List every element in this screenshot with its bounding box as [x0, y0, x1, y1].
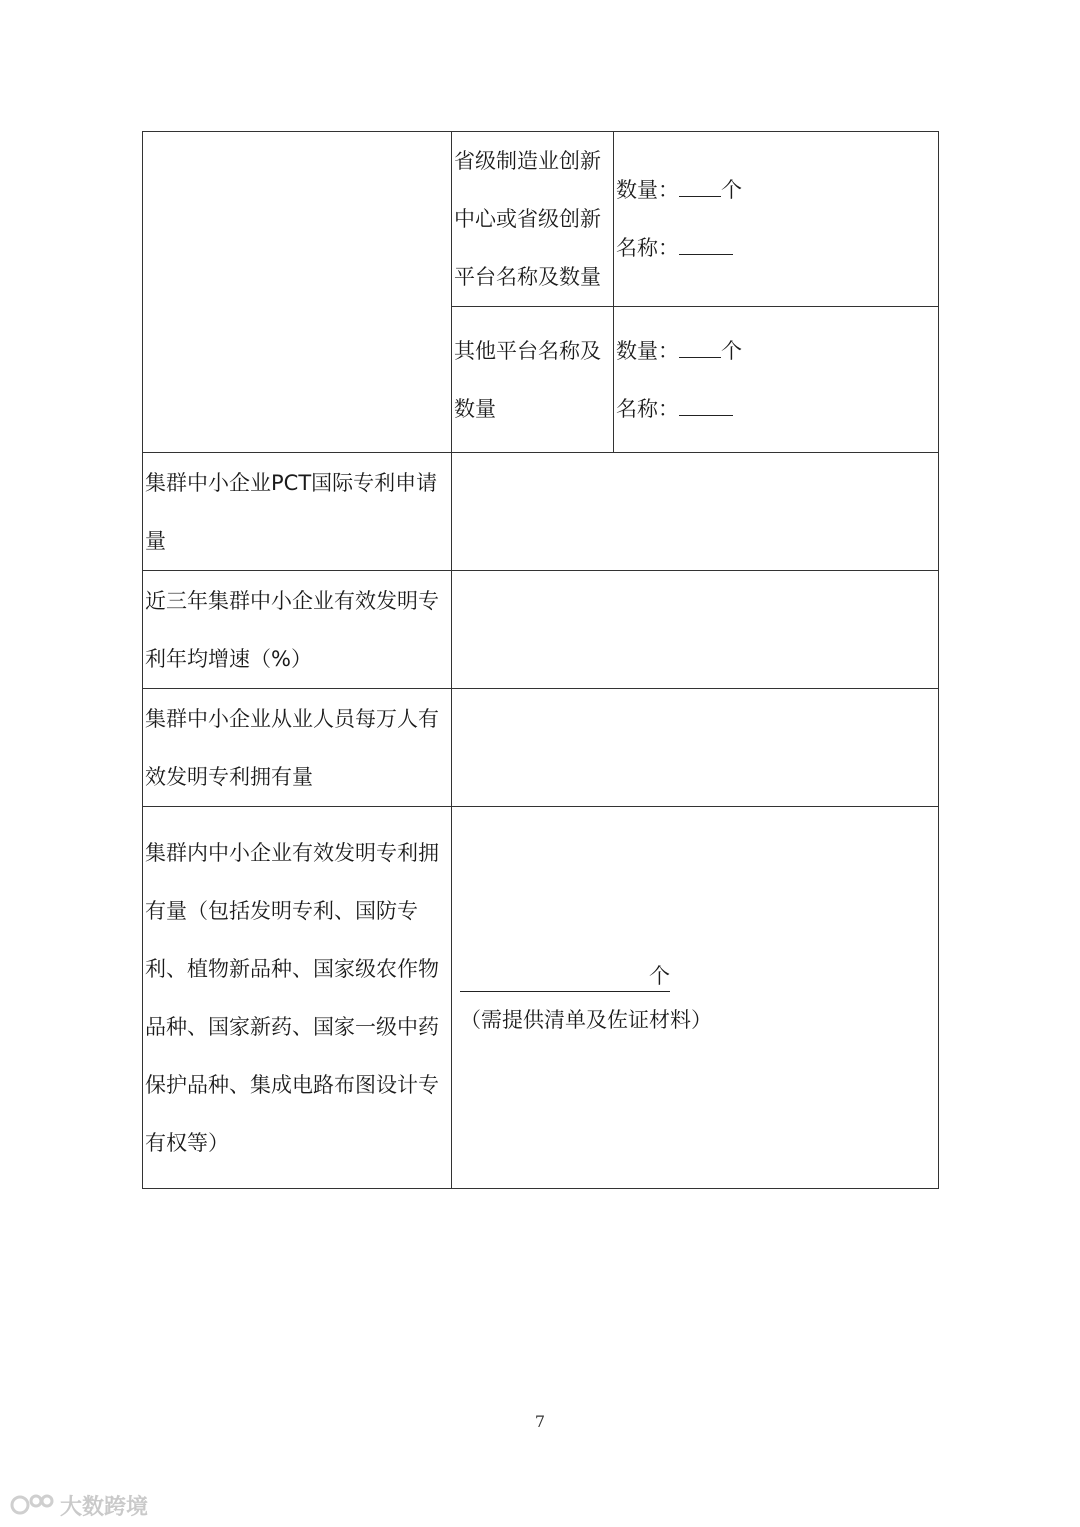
provincial-count-unit: 个 [721, 178, 742, 202]
pct-label-cell [143, 453, 452, 571]
other-count-unit: 个 [721, 338, 742, 363]
table-row [143, 571, 939, 689]
per-10k-value-cell[interactable] [452, 689, 939, 807]
provincial-count-blank[interactable] [679, 174, 721, 197]
other-platform-label: 其他平台名称及数量 [454, 338, 601, 421]
other-name-line [614, 380, 938, 438]
provincial-count-label: 数量： [616, 178, 679, 202]
empty-merged-cell [143, 132, 452, 453]
provincial-name-label: 名称： [616, 236, 679, 260]
other-count-line [614, 322, 938, 380]
watermark-text: 大数跨境 [60, 1494, 149, 1520]
other-platform-value-cell[interactable] [614, 307, 939, 453]
watermark [10, 1490, 148, 1520]
application-form-table [142, 131, 939, 1189]
other-count-label: 数量： [616, 338, 679, 363]
invention-count-blank[interactable] [460, 961, 670, 992]
per-10k-label: 集群中小企业从业人员每万人有效发明专利拥有量 [145, 706, 439, 789]
invention-count-unit: 个 [649, 964, 670, 988]
growth-label-cell [143, 571, 452, 689]
invention-label: 集群内中小企业有效发明专利拥有量（包括发明专利、国防专利、植物新品种、国家级农作物品种、国家新药、国家一级中药保护品种、集成电路布图设计专有权等） [145, 840, 439, 1155]
invention-value-cell[interactable] [452, 807, 939, 1189]
growth-value-cell[interactable] [452, 571, 939, 689]
table-row [143, 807, 939, 1189]
provincial-name-line [614, 219, 938, 277]
other-count-blank[interactable] [679, 335, 721, 358]
table-row [143, 132, 939, 307]
per-10k-label-cell [143, 689, 452, 807]
other-platform-label-cell [452, 307, 614, 453]
other-name-label: 名称： [616, 396, 679, 421]
growth-label: 近三年集群中小企业有效发明专利年均增速（%） [145, 588, 439, 671]
table-row [143, 453, 939, 571]
provincial-name-blank[interactable] [679, 232, 733, 255]
pct-label: 集群中小企业PCT国际专利申请量 [145, 470, 438, 553]
other-name-blank[interactable] [679, 393, 733, 416]
provincial-count-line [614, 161, 938, 219]
pct-value-cell[interactable] [452, 453, 939, 571]
watermark-logo-icon [10, 1492, 54, 1518]
provincial-platform-label: 省级制造业创新中心或省级创新平台名称及数量 [454, 149, 601, 289]
provincial-platform-value-cell[interactable] [614, 132, 939, 307]
page-number: 7 [534, 1412, 546, 1431]
invention-note: （需提供清单及佐证材料） [460, 1008, 712, 1032]
table-row [143, 689, 939, 807]
invention-label-cell [143, 807, 452, 1189]
provincial-platform-label-cell [452, 132, 614, 307]
